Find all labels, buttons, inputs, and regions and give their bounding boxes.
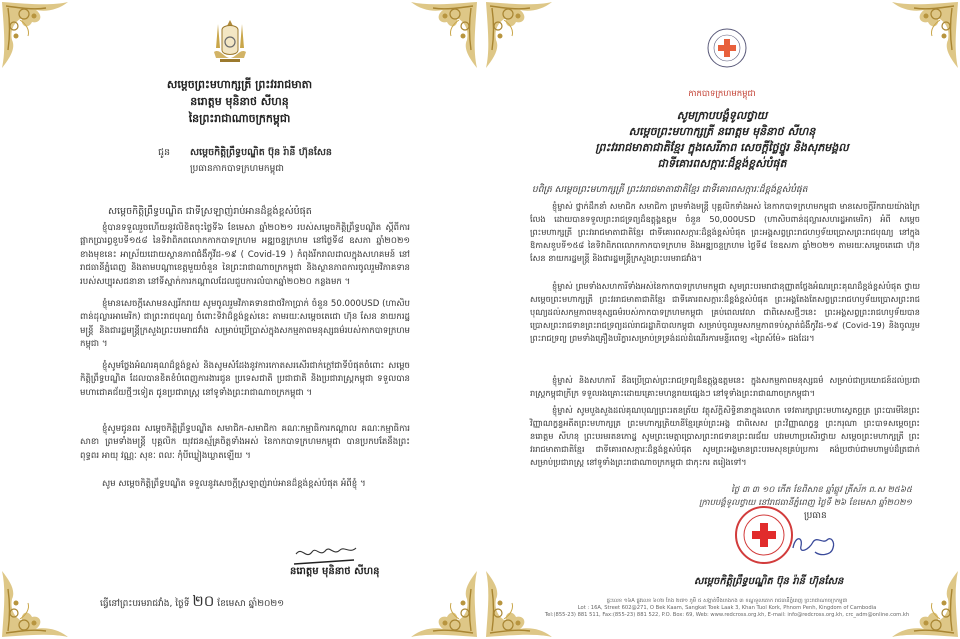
paragraph: ខ្ញុំសូមថ្លែងអំណរគុណដ៏ខ្ពង់ខ្ពស់ និងសូមសំដែងនូវការកោតសរសើរជាក់ក្តៅជាទីបំផុតចំពោះ សម្តេចកិត្តិព្រឹទ្ធបណ្ឌិត ដែលបានខិតខំបំពេញការងារជូន ប្រទេសជាតិ ប្រជាជាតិ និងប្រជារាស្ត្រកម្ពុជា ទទួលបានមហាជោគជ័យថ្មីៗទៀត ជូនប្រជារាស្ត្រ នៅទូទាំងព្រះរាជាណាចក្រកម្ពុជា ។ xyxy=(80,361,410,398)
paragraph: ខ្ញុំម្ចាស់ និងសហការី នឹងប្រើប្រាស់ព្រះរាជទ្រព្យដ៏ឧត្តុង្គឧត្តមនេះ ក្នុងសកម្មភាពមនុស្សធម៌ សម្រាប់ជាប្រយោជន៍ដល់ប្រជារាស្ត្រកម្ពុជាក្រីក្រ ទទួលរងគ្រោះដោយគ្រោះមហន្តរាយផ្សេងៗ នៅទូទាំងព្រះរាជាណាចក្រកម្ពុជា។ xyxy=(530,375,920,398)
letterhead-footer xyxy=(544,598,910,619)
recipient-name: សម្តេចកិត្តិព្រឹទ្ធបណ្ឌិត ប៊ុន រ៉ានី ហ៊ុនសែន xyxy=(190,147,332,158)
date-day: ២០ xyxy=(192,592,215,610)
signatory-name: សម្តេចកិត្តិព្រឹទ្ធបណ្ឌិត ប៊ុន រ៉ានី ហ៊ុនសែន xyxy=(694,576,844,587)
paragraph: ខ្ញុំមានសេចក្តីសោមនស្សរីករាយ សូមចូលរួមវិភាគទានជាថវិកាប្រាក់ ចំនួន 50.000USD (ហាសិបពាន់ដុល្លារអាមេរិក) ជាព្រះរាជបុណ្យ ចំពោះទិវាដ៏ខ្ពង់ខ្ពស់នេះ តាមរយៈសម្តេចតេជោ ហ៊ុន សែន នាយករដ្ឋមន្ត្រី និងជារដ្ឋមន្ត្រីក្រសួងព្រះបរមរាជវាំង សម្រាប់ប្រើប្រាស់ក្នុងសកម្មភាពមនុស្សធម៌របស់កាកបាទក្រហមកម្ពុជា ។ xyxy=(80,299,410,350)
date-place xyxy=(682,484,912,510)
recipient xyxy=(158,146,332,160)
paragraph: ខ្ញុំបានទទួលរួចហើយនូវលិខិតចុះថ្ងៃទី៦ ខែមេសា ឆ្នាំ២០២១ របស់សម្តេចកិត្តិព្រឹទ្ធបណ្ឌិត ស្តីពីការផ្អាកប្រារព្ធខួបទី១៥៨ នៃទិវាពិភពលោកកាកបាទក្រហម អឌ្ឍចន្ទក្រហម នៅថ្ងៃទី៨ ឧសភា ឆ្នាំ២០២១ ខាងមុខនេះ អាស្រ័យដោយស្ថានភាពជំងឺកូវីដ-១៩ ( Covid-19 ) កំពុងរីករាលដាលក្នុងសហគមន៍ នៅរាជធានីភ្នំពេញ និងតាមបណ្តាខេត្តមួយចំនួន នៃព្រះរាជាណាចក្រកម្ពុជា និងស្ថានភាពការចូលរួមវិភាគទានរបស់សប្បុរសជនានា នៅទីស្នាក់ការកណ្តាលដែលជួបការលំបាកឆ្នាំ២០២០ កន្លងមក ។ xyxy=(80,223,410,287)
gold-corner-ornament-icon xyxy=(0,0,70,70)
red-cross-logo-icon xyxy=(707,28,747,68)
signatory-name: នរោត្តម មុនិនាថ សីហនុ xyxy=(290,566,380,577)
royal-letter xyxy=(0,0,479,639)
gold-corner-ornament-icon xyxy=(409,0,479,70)
title-line: សូមក្រាបបង្គំទូលថ្វាយ xyxy=(676,109,768,122)
salutation: សម្តេចកិត្តិព្រឹទ្ធបណ្ឌិត ជាទីស្រឡាញ់រាប់អានដ៏ខ្ពង់ខ្ពស់បំផុត xyxy=(108,206,312,217)
organization-name: កាកបាទក្រហមកម្ពុជា xyxy=(688,89,756,99)
gold-corner-ornament-icon xyxy=(890,0,960,70)
gold-corner-ornament-icon xyxy=(0,569,70,639)
sender-line: នៃព្រះរាជាណាចក្រកម្ពុជា xyxy=(188,112,291,125)
title-line: ជាទីគោរពសក្ការៈដ៏ខ្ពង់ខ្ពស់បំផុត xyxy=(657,157,787,170)
place-date: ក្រាបបង្គំទូលថ្វាយ នៅរាជធានីភ្នំពេញ ថ្ងៃទី ២៦ ខែមេសា ឆ្នាំ២០២១ xyxy=(699,498,912,508)
gold-corner-ornament-icon xyxy=(484,0,554,70)
sender-line: សម្តេចព្រះមហាក្សត្រី ព្រះវររាជមាតា xyxy=(166,78,313,91)
lunar-date: ថ្ងៃ ៣ ៣ ១០ កើត ខែពិសាខ ឆ្នាំឆ្លូវ ត្រីស័ក ព.ស ២៥៦៥ xyxy=(731,485,912,495)
footer-contact: Tel:(855-23) 881 511, Fax:(855-23) 881 522, P.O. Box: 69, Web: www.redcross.org.kh, E-mail: info@redcross.org.kh, crc_adm@online.com.kh xyxy=(544,612,910,618)
sender-line: នរោត្តម មុនិនាថ សីហនុ xyxy=(190,95,289,108)
date-suffix: ខែមេសា ឆ្នាំ២០២១ xyxy=(217,599,285,609)
address-heading xyxy=(484,108,960,172)
paragraph: ខ្ញុំម្ចាស់ ព្រមទាំងសហការីទាំងអស់នៃកាកបាទក្រហមកម្ពុជា សូមព្រះបរមរាជានុញ្ញាតថ្លែងអំណរព្រះគុណដ៏ខ្ពង់ខ្ពស់បំផុត ថ្វាយ សម្តេចព្រះមហាក្សត្រី ព្រះវររាជមាតាជាតិខ្មែរ ជាទីគោរពសក្ការៈដ៏ខ្ពង់ខ្ពស់បំផុត ព្រះអង្គតែងតែសព្វព្រះរាជហឫទ័យប្រោសព្រះរាជបុណ្យដល់សកម្មភាពមនុស្សធម៌របស់កាកបាទក្រហមកម្ពុជា គ្រប់ពេលវេលា ជាពិសេសថ្មីៗនេះ ព្រះអង្គសព្វព្រះរាជហឫទ័យបានប្រោសព្រះរាជទានព្រះរាជទ្រព្យដល់រាជរដ្ឋាភិបាលកម្ពុជា សម្រាប់ចូលរួមសកម្មភាពទប់ស្កាត់ជំងឺកូវីដ-១៩ (Covid-19) និងចូលរួមព្រះរាជទ្រព្យ ព្រមទាំងគ្រឿងបរិក្ខារសម្រាប់ទ្រទ្រង់ដល់ដំណើរការមន្ទីរពេទ្យ «ព្រៃស៍ម៉ែ» ផងដែរ។ xyxy=(530,281,920,343)
gold-corner-ornament-icon xyxy=(409,569,479,639)
sender-heading xyxy=(0,76,479,127)
red-cross-seal-stamp-icon xyxy=(734,505,794,565)
footer-address-en: Lot : 16A, Street 602@271, O Bek Kaam, Sangkat Toek Laak 3, Khan Tuol Kork, Phnom Penh, Kingdom of Cambodia xyxy=(577,605,877,611)
sign-label: ប្រធាន xyxy=(804,511,827,521)
paragraph: ខ្ញុំសូមជូនពរ សម្តេចកិត្តិព្រឹទ្ធបណ្ឌិត សមាជិក-សមាជិកា គណៈកម្មាធិការកណ្តាល គណៈកម្មាធិការ សាខា ព្រមទាំងមន្ត្រី បុគ្គលិក យុវជនស្ម័គ្រចិត្តទាំងអស់ នៃកាកបាទក្រហមកម្ពុជា បានប្រកបតែនឹងព្រះពុទ្ធពរ អាយុ វណ្ណៈ សុខៈ ពលៈ កុំបីឃ្លៀងឃ្លាតឡើយ ។ xyxy=(80,424,410,461)
royal-arms-emblem-icon xyxy=(210,18,250,66)
paragraph: ខ្ញុំម្ចាស់ ថ្នាក់ដឹកនាំ សមាជិក សមាជិកា ព្រមទាំងមន្ត្រី បុគ្គលិកទាំងអស់ នៃកាកបាទក្រហមកម្ពុជា មានសេចក្តីរីករាយយ៉ាងក្រៃលែង ដោយបានទទួលព្រះរាជទ្រព្យដ៏ឧត្តុង្គឧត្តម ចំនួន 50,000USD (ហាសិបពាន់ដុល្លារសហរដ្ឋអាមេរិក) អំពី សម្តេចព្រះមហាក្សត្រី ព្រះវររាជមាតាជាតិខ្មែរ ជាទីគោរពសក្ការៈដ៏ខ្ពង់ខ្ពស់បំផុត ព្រះអង្គសព្វព្រះរាជហឫទ័យប្រោសព្រះរាជបុណ្យ នៅក្នុងឱកាសខួបទី១៥៨ នៃទិវាពិភពលោកកាកបាទក្រហម និងអឌ្ឍចន្ទក្រហម ថ្ងៃទី៨ ខែឧសភា ឆ្នាំ២០២១ តាមរយៈសម្តេចតេជោ ហ៊ុន សែន នាយករដ្ឋមន្ត្រី និងជារដ្ឋមន្ត្រីក្រសួងព្រះបរមរាជវាំង។ xyxy=(530,201,920,263)
footer-address-kh: ផ្ទះលេខ ១៦A ផ្លូវលេខ ៦០២ កែង ២៧១ ភូមិ ៥ សង្កាត់បឹងកេងកង ៣ ខណ្ឌទួលគោក រាជធានីភ្នំពេញ ព្រះរាជាណាចក្រកម្ពុជា xyxy=(606,598,848,604)
title-line: សម្តេចព្រះមហាក្សត្រី នរោត្តម មុនិនាថ សីហនុ xyxy=(628,125,816,138)
title-line: ព្រះវររាជមាតាជាតិខ្មែរ ក្នុងសេរីភាព សេចក្តីថ្លៃថ្នូរ និងសុភមង្គល xyxy=(595,141,849,154)
date-prefix: ធ្វើនៅព្រះបរមរាជវាំង, ថ្ងៃទី xyxy=(100,599,190,609)
date-line xyxy=(100,592,284,614)
handwritten-signature xyxy=(789,530,839,562)
paragraph: សូម សម្តេចកិត្តិព្រឹទ្ធបណ្ឌិត ទទួលនូវសេចក្តីស្រឡាញ់រាប់អានដ៏ខ្ពង់ខ្ពស់បំផុត អំពីខ្ញុំ ។ xyxy=(102,479,366,489)
salutation: បពិត្រ សម្តេចព្រះមហាក្សត្រី ព្រះវររាជមាតាជាតិខ្មែរ ជាទីគោរពសក្ការៈដ៏ខ្ពង់ខ្ពស់បំផុត xyxy=(532,185,808,195)
to-label: ជូន xyxy=(158,147,171,158)
red-cross-letter xyxy=(484,0,960,639)
recipient-title: ប្រធានកាកបាទក្រហមកម្ពុជា xyxy=(190,164,284,174)
paragraph: ខ្ញុំម្ចាស់ សូមបួងសួងដល់គុណបុណ្យព្រះរតនត្រ័យ វត្ថុស័ក្តិសិទ្ធិនានាក្នុងលោក ទេវតារក្សាព្រះមហាស្វេតច្ឆត្រ ព្រះបារមីនៃព្រះវិញ្ញាណក្ខន្ធអតីតព្រះមហាក្សត្រ ព្រះមហាក្សត្រិយានីខ្មែរគ្រប់ព្រះអង្គ ជាពិសេស ព្រះវិញ្ញាណក្ខន្ធ ព្រះករុណា ព្រះបាទសម្តេចព្រះ នរោត្តម សីហនុ ព្រះបរមរតនកោដ្ឋ សូមព្រះមេត្តាប្រោសព្រះរាជទានព្រះពរជ័យ បវរមហាប្រសើរថ្វាយ សម្តេចព្រះមហាក្សត្រី ព្រះវររាជមាតាជាតិខ្មែរ ជាទីគោរពសក្ការៈដ៏ខ្ពង់ខ្ពស់បំផុត សូមព្រះអង្គមានព្រះបរមសុខគ្រប់ប្រការ គង់ប្រថាប់ជាមហាម្លប់ដ៏ត្រជាក់ សម្រាប់ប្រជារាស្ត្រ នៅទូទាំងព្រះរាជាណាចក្រកម្ពុជា ជាកុះករ តរៀងទៅ។ xyxy=(530,405,920,467)
